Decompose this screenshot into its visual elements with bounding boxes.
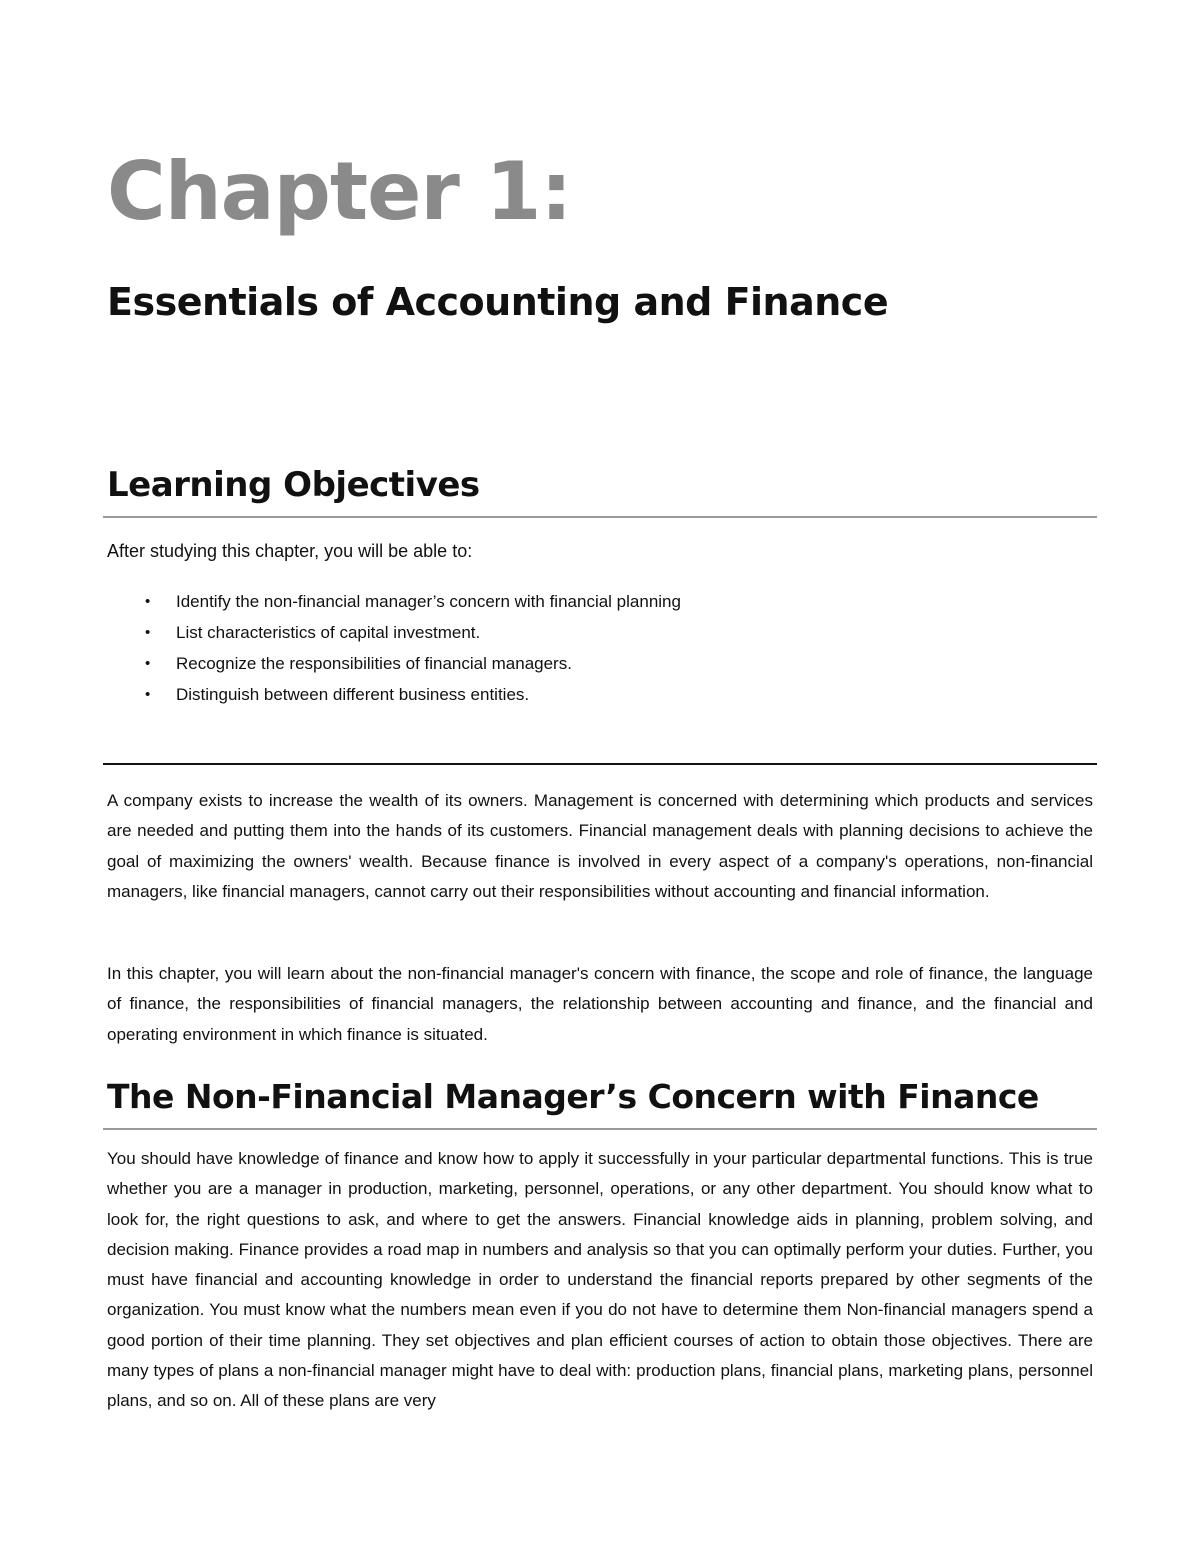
- chapter-title: Chapter 1:: [107, 145, 572, 238]
- intro-paragraph-1: A company exists to increase the wealth of its owners. Management is concerned with determining which products and services are needed and putting them into the hands of its customers. Financial management deals with planning decisions to achieve the goal of maximizing the owners' wealth. Because finance is involved in every aspect of a company's operations, non-financial managers, like financial managers, cannot carry out their responsibilities without accounting and financial information.: [107, 791, 1093, 901]
- objectives-list: [107, 590, 681, 714]
- bullet-icon: •: [145, 624, 151, 641]
- objective-item: [107, 621, 681, 652]
- chapter-subtitle: Essentials of Accounting and Finance: [107, 280, 889, 324]
- section-divider: [103, 763, 1097, 765]
- bullet-icon: •: [145, 593, 151, 610]
- section-heading-rule: [103, 1128, 1097, 1130]
- objective-text: Identify the non-financial manager’s concern with financial planning: [176, 592, 681, 611]
- learning-objectives-rule: [103, 516, 1097, 518]
- bullet-icon: •: [145, 686, 151, 703]
- objective-text: List characteristics of capital investment.: [176, 623, 481, 642]
- section-paragraph: You should have knowledge of finance and know how to apply it successfully in your particular departmental functions. This is true whether you are a manager in production, marketing, personnel, operations, or any other department. You should know what to look for, the right questions to ask, and where to get the answers. Financial knowledge aids in planning, problem solving, and decision making. Finance provides a road map in numbers and analysis so that you can optimally perform your duties. Further, you must have financial and accounting knowledge in order to understand the financial reports prepared by other segments of the organization. You must know what the numbers mean even if you do not have to determine them Non-financial managers spend a good portion of their time planning. They set objectives and plan efficient courses of action to obtain those objectives. There are many types of plans a non-financial manager might have to deal with: production plans, financial plans, marketing plans, personnel plans, and so on. All of these plans are very: [107, 1149, 1093, 1411]
- objective-item: [107, 683, 681, 714]
- learning-objectives-heading: Learning Objectives: [107, 465, 480, 505]
- bullet-icon: •: [145, 655, 151, 672]
- intro-paragraph-2: In this chapter, you will learn about the non-financial manager's concern with finance, the scope and role of finance, the language of finance, the responsibilities of financial managers, the relationship between accounting and finance, and the financial and operating environment in which finance is situated.: [107, 964, 1093, 1044]
- objective-item: [107, 590, 681, 621]
- objective-text: Recognize the responsibilities of financial managers.: [176, 654, 572, 673]
- section-heading: The Non-Financial Manager’s Concern with Finance: [107, 1077, 1039, 1116]
- objectives-intro: After studying this chapter, you will be able to:: [107, 541, 473, 561]
- objective-item: [107, 652, 681, 683]
- objective-text: Distinguish between different business entities.: [176, 685, 530, 704]
